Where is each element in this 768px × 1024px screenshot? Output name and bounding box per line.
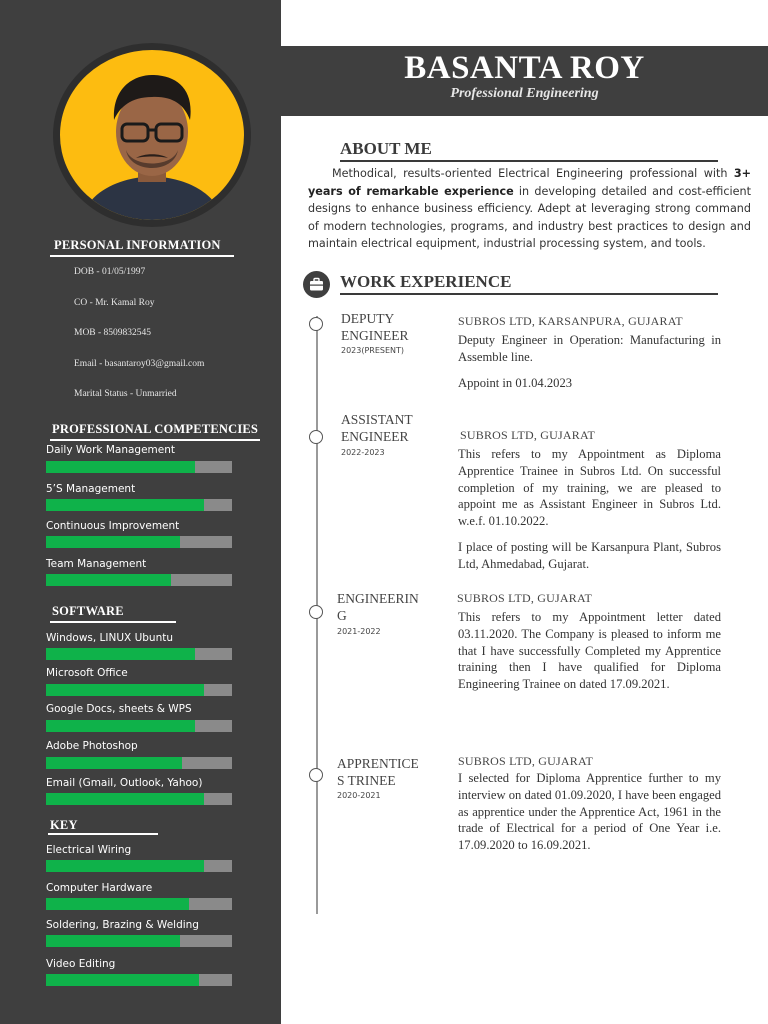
work-rule bbox=[340, 293, 718, 295]
key-skills-rule bbox=[48, 833, 158, 835]
timeline-dot bbox=[309, 768, 323, 782]
job-title-line: ENGINEER bbox=[341, 328, 409, 343]
job-years: 2020-2021 bbox=[337, 791, 381, 800]
skill-bar bbox=[46, 935, 232, 947]
competencies-heading: PROFESSIONAL COMPETENCIES bbox=[52, 422, 259, 436]
skill-label: Electrical Wiring bbox=[46, 844, 132, 856]
skill-label: Daily Work Management bbox=[46, 444, 175, 456]
job-title bbox=[337, 590, 419, 624]
skill-label: Email (Gmail, Outlook, Yahoo) bbox=[46, 777, 203, 789]
dob-text: DOB - 01/05/1997 bbox=[74, 267, 146, 277]
job-title-line: ENGINEER bbox=[341, 429, 409, 444]
skill-bar bbox=[46, 898, 232, 910]
personal-info-heading: PERSONAL INFORMATION bbox=[54, 238, 221, 252]
sidebar bbox=[0, 0, 281, 1024]
skill-bar-fill bbox=[46, 860, 204, 872]
job-description: Deputy Engineer in Operation: Manufacturing in Assemble line. bbox=[458, 333, 721, 364]
skill-bar-fill bbox=[46, 499, 204, 511]
job-description: This refers to my Appointment letter dated 03.11.2020. The Company is pleased to inform me that I have successfully Completed my Apprentice training then I have qualified for Diploma Engineering Trainee on dated 17.09.2021. bbox=[458, 610, 721, 692]
job-years: 2023(PRESENT) bbox=[341, 346, 405, 355]
company-name: SUBROS LTD, KARSANPURA, GUJARAT bbox=[458, 314, 683, 328]
timeline-dot bbox=[309, 430, 323, 444]
skill-bar bbox=[46, 757, 232, 769]
skill-label: Windows, LINUX Ubuntu bbox=[46, 632, 173, 644]
job-title-line: S TRINEE bbox=[337, 773, 396, 788]
about-text-start: Methodical, results-oriented Electrical Engineering professional with bbox=[332, 167, 734, 180]
name-header bbox=[281, 46, 768, 116]
software-rule bbox=[50, 621, 176, 623]
job-description: I selected for Diploma Apprentice further to my interview on dated 01.09.2020, I have been engaged as apprentice under the Apprentice Act, 1961 in the trade of Electrical for a period of One Year i.e. 17.09.2020 to 16.09.2021. bbox=[458, 771, 721, 853]
personal-info-rule bbox=[50, 255, 234, 257]
skill-bar bbox=[46, 720, 232, 732]
skill-bar bbox=[46, 536, 232, 548]
timeline-dot bbox=[309, 605, 323, 619]
skill-bar-fill bbox=[46, 793, 204, 805]
job-title-line: ENGINEERIN bbox=[337, 591, 419, 606]
skill-bar bbox=[46, 684, 232, 696]
job-description: This refers to my Appointment as Diploma Apprentice Trainee in Subros Ltd. On successful completion of my training, we are pleased to appoint me as Assistant Engineer in Subros Ltd. w.e.f. 01.10.2022. bbox=[458, 447, 721, 529]
skill-bar-fill bbox=[46, 720, 195, 732]
mobile-text: MOB - 8509832545 bbox=[74, 328, 152, 338]
full-name: BASANTA ROY bbox=[404, 50, 645, 86]
company-name: SUBROS LTD, GUJARAT bbox=[457, 591, 593, 605]
briefcase-icon bbox=[303, 271, 330, 298]
job-description: Appoint in 01.04.2023 bbox=[458, 376, 573, 390]
skill-bar bbox=[46, 974, 232, 986]
email-text: Email - basantaroy03@gmail.com bbox=[74, 359, 205, 369]
about-rule bbox=[340, 160, 718, 162]
care-of-text: CO - Mr. Kamal Roy bbox=[74, 298, 155, 308]
about-text-end: in developing detailed and cost-efficient designs to enhance business efficiency. Adept at leveraging strong command of modern technologies, programs, and industry best practices to design and maintain electrical equipment, industrial processing system, and tools. bbox=[308, 184, 751, 251]
skill-label: Team Management bbox=[46, 558, 147, 570]
job-subtitle: Professional Engineering bbox=[450, 86, 599, 101]
skill-bar bbox=[46, 461, 232, 473]
job-years: 2021-2022 bbox=[337, 627, 381, 636]
skill-bar-fill bbox=[46, 536, 180, 548]
skill-bar-fill bbox=[46, 935, 180, 947]
skill-label: Google Docs, sheets & WPS bbox=[46, 703, 192, 715]
job-title-line: G bbox=[337, 608, 347, 623]
skill-bar bbox=[46, 574, 232, 586]
skill-bar bbox=[46, 860, 232, 872]
skill-bar-fill bbox=[46, 648, 195, 660]
about-paragraph bbox=[308, 165, 751, 253]
job-title bbox=[341, 411, 413, 445]
software-heading: SOFTWARE bbox=[52, 604, 124, 618]
skill-bar-fill bbox=[46, 974, 199, 986]
company-name: SUBROS LTD, GUJARAT bbox=[460, 428, 596, 442]
about-text-highlight: 3+ years of remarkable experience bbox=[308, 167, 751, 198]
timeline-dot bbox=[309, 317, 323, 331]
work-heading: WORK EXPERIENCE bbox=[340, 272, 512, 291]
skill-label: Continuous Improvement bbox=[46, 520, 180, 532]
job-title-line: ASSISTANT bbox=[341, 412, 413, 427]
skill-bar bbox=[46, 793, 232, 805]
skill-label: Soldering, Brazing & Welding bbox=[46, 919, 199, 931]
job-description: I place of posting will be Karsanpura Plant, Subros Ltd, Ahmedabad, Gujarat. bbox=[458, 540, 721, 571]
skill-bar-fill bbox=[46, 898, 189, 910]
job-years: 2022-2023 bbox=[341, 448, 385, 457]
skill-label: Adobe Photoshop bbox=[46, 740, 138, 752]
skill-bar bbox=[46, 648, 232, 660]
about-heading: ABOUT ME bbox=[340, 139, 432, 158]
skill-bar bbox=[46, 499, 232, 511]
key-skills-heading: KEY bbox=[50, 818, 78, 832]
skill-bar-fill bbox=[46, 684, 204, 696]
job-title bbox=[341, 310, 409, 344]
skill-label: 5’S Management bbox=[46, 483, 136, 495]
marital-status-text: Marital Status - Unmarried bbox=[74, 389, 177, 399]
profile-photo bbox=[60, 50, 244, 220]
skill-bar-fill bbox=[46, 461, 195, 473]
competencies-rule bbox=[50, 439, 260, 441]
skill-bar-fill bbox=[46, 574, 171, 586]
job-title bbox=[337, 755, 419, 789]
skill-bar-fill bbox=[46, 757, 182, 769]
skill-label: Computer Hardware bbox=[46, 882, 153, 894]
job-title-line: APPRENTICE bbox=[337, 756, 419, 771]
job-title-line: DEPUTY bbox=[341, 311, 395, 326]
skill-label: Video Editing bbox=[46, 958, 116, 970]
skill-label: Microsoft Office bbox=[46, 667, 128, 679]
company-name: SUBROS LTD, GUJARAT bbox=[458, 754, 594, 768]
